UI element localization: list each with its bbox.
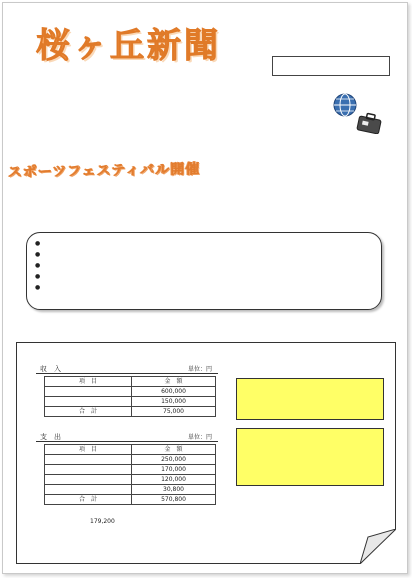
table-row	[45, 465, 216, 475]
header-amount: 金 額	[132, 377, 216, 387]
festival-headline: スポーツフェスティバル開催	[7, 161, 201, 181]
surplus-amount: 179,200	[90, 518, 115, 525]
table-header-row	[45, 445, 216, 455]
suitcase-icon	[356, 112, 382, 134]
row-amount: 120,000	[132, 475, 216, 485]
issue-date	[273, 57, 389, 59]
row-item	[45, 397, 132, 407]
row-amount: 150,000	[132, 397, 216, 407]
expense-rule	[36, 441, 218, 442]
issue-info-box	[272, 56, 390, 76]
event-list	[35, 238, 381, 293]
expense-unit: 単位：円	[188, 434, 213, 441]
income-rule	[36, 373, 218, 374]
header-item: 項 目	[45, 445, 132, 455]
event-item	[35, 260, 381, 271]
table-row	[45, 475, 216, 485]
table-header-row	[45, 377, 216, 387]
row-amount: 570,800	[132, 495, 216, 505]
masthead-title: 桜ヶ丘新聞	[36, 26, 221, 66]
row-item	[45, 485, 132, 495]
event-list-box	[26, 232, 382, 310]
row-item	[45, 475, 132, 485]
expense-section-label: 支 出	[40, 433, 61, 441]
row-amount: 170,000	[132, 465, 216, 475]
globe-icon	[332, 92, 358, 118]
table-row	[45, 397, 216, 407]
income-section-label: 収 入	[40, 365, 61, 373]
event-item	[35, 249, 381, 260]
table-row	[45, 455, 216, 465]
row-item: 合 計	[45, 495, 132, 505]
row-amount: 30,800	[132, 485, 216, 495]
table-row	[45, 407, 216, 417]
page-fold-corner	[360, 529, 396, 564]
expense-note	[236, 428, 384, 486]
expense-table	[44, 444, 216, 505]
income-note	[236, 378, 384, 420]
table-row	[45, 387, 216, 397]
row-item: 合 計	[45, 407, 132, 417]
header-amount: 金 額	[132, 445, 216, 455]
row-item	[45, 387, 132, 397]
row-amount: 250,000	[132, 455, 216, 465]
event-item	[35, 238, 381, 249]
table-row	[45, 495, 216, 505]
event-item	[35, 271, 381, 282]
table-row	[45, 485, 216, 495]
income-table	[44, 376, 216, 417]
header-item: 項 目	[45, 377, 132, 387]
row-item	[45, 455, 132, 465]
income-unit: 単位：円	[188, 366, 213, 373]
row-item	[45, 465, 132, 475]
row-amount: 600,000	[132, 387, 216, 397]
surplus-row	[62, 518, 129, 525]
event-item	[35, 282, 381, 293]
row-amount: 75,000	[132, 407, 216, 417]
